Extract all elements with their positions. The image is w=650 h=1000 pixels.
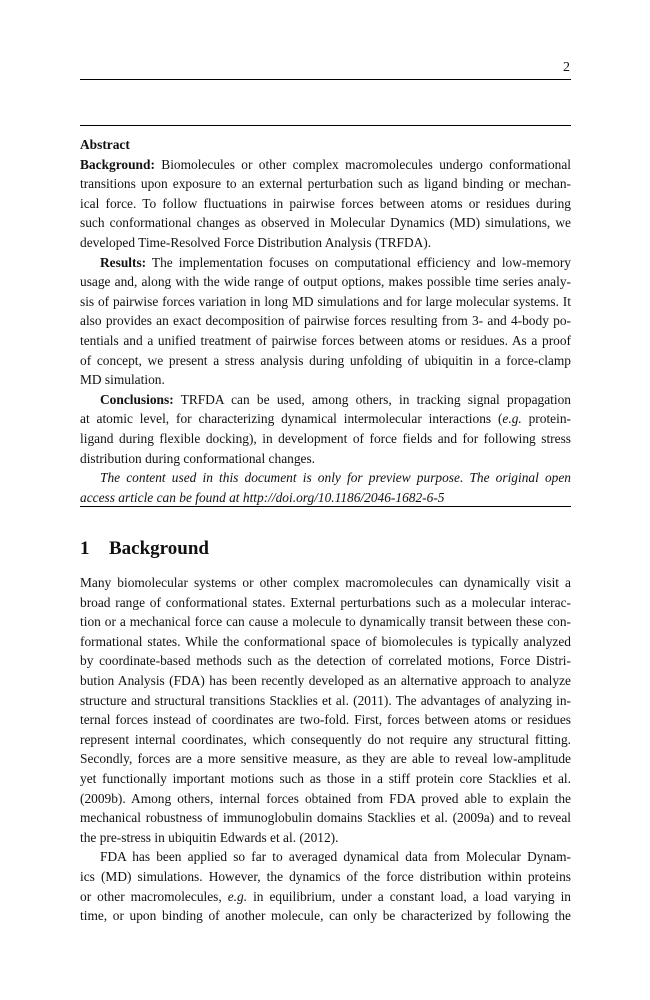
- abstract-background-line: transitions upon exposure to an external perturbation such as ligand binding or mechan-: [80, 176, 571, 192]
- paragraph-line: ics (MD) simulations. However, the dynamics of the force distribution within proteins: [80, 868, 571, 884]
- paragraph-line: by coordinate-based methods such as the detection of correlated motions, Force Distri-: [80, 653, 571, 669]
- abstract-background-line: developed Time-Resolved Force Distribution Analysis (TRFDA).: [80, 234, 432, 250]
- paragraph-line: the pre-stress in ubiquitin Edwards et al. (2012).: [80, 829, 339, 845]
- abstract-background-line: such conformational changes as observed in Molecular Dynamics (MD) simulations, we: [80, 215, 571, 231]
- abstract-bottom-rule: [80, 506, 571, 507]
- paragraph-line: ternal forces instead of coordinates are two-fold. First, forces between atoms or residues: [80, 712, 571, 728]
- abstract-background-line: ical force. To follow fluctuations in pairwise forces between atoms or residues during: [80, 195, 571, 211]
- abstract-results-line: of concept, we present a stress analysis during unfolding of ubiquitin in a force-clamp: [80, 352, 571, 368]
- paragraph-line: mechanical robustness of immunoglobulin domains Stacklies et al. (2009a) and to reveal: [80, 810, 571, 826]
- paragraph-line: formational states. While the conformational space of biomolecules is typically analyzed: [80, 633, 571, 649]
- abstract-conclusions-line: Conclusions: TRFDA can be used, among others, in tracking signal propagation: [100, 391, 571, 407]
- paragraph-line: Many biomolecular systems or other complex macromolecules can dynamically visit a: [80, 575, 571, 590]
- paragraph-line: FDA has been applied so far to averaged dynamical data from Molecular Dynam-: [100, 849, 571, 865]
- abstract-results-line: MD simulation.: [80, 372, 165, 388]
- abstract-results-line: also provides an exact decomposition of pairwise forces resulting from 3- and 4-body po-: [80, 313, 571, 329]
- abstract-results-line: tentials and a unified treatment of pairwise forces between atoms or residues. As a proof: [80, 332, 571, 348]
- abstract-top-rule: [80, 125, 571, 126]
- abstract-conclusions-line: distribution during conformational changes.: [80, 450, 316, 466]
- header-rule: [80, 79, 571, 80]
- page-number: 2: [563, 60, 570, 75]
- paragraph-line: broad range of conformational states. External perturbations such as a molecular interac-: [80, 594, 571, 610]
- section-body: [80, 573, 571, 926]
- paragraph-line: time, or upon binding of another molecule, can only be characterized by following the: [80, 908, 571, 924]
- background-label: Background:: [80, 156, 155, 172]
- paragraph-line: or other macromolecules, e.g. in equilibrium, under a constant load, a load varying in: [80, 888, 571, 904]
- paragraph-line: yet functionally important motions such as those in a stiff protein core Stacklies et al.: [80, 770, 571, 786]
- abstract-conclusions-line: at atomic level, for characterizing dynamical intermolecular interactions (e.g. protein-: [80, 411, 571, 427]
- paragraph-line: bution Analysis (FDA) has been recently developed as an alternative approach to analyze: [80, 672, 571, 688]
- abstract-conclusions-line: ligand during flexible docking), in development of force fields and for following stress: [80, 430, 571, 446]
- paragraph-line: tion or a mechanical force can cause a molecule to dynamically transit between these con-: [80, 614, 571, 630]
- paragraph-line: structure and structural transitions Stacklies et al. (2011). The advantages of analyzing in-: [80, 692, 571, 708]
- abstract-background-line: Background: Biomolecules or other complex macromolecules undergo conformational: [80, 156, 571, 172]
- abstract: [80, 135, 571, 507]
- abstract-title: Abstract: [80, 137, 130, 152]
- abstract-results-line: Results: The implementation focuses on computational efficiency and low-memory: [100, 254, 571, 270]
- section-title: Background: [109, 538, 209, 559]
- preview-notice-line: The content used in this document is only for preview purpose. The original open: [100, 470, 571, 486]
- section-number: 1: [80, 538, 90, 559]
- abstract-results-line: usage and, along with the wide range of output options, makes possible time series analy-: [80, 274, 571, 290]
- abstract-results-line: sis of pairwise forces variation in long MD simulations and for large molecular systems. It: [80, 293, 571, 309]
- paragraph-line: Secondly, forces are a more sensitive measure, as they are able to reveal low-amplitude: [80, 751, 571, 767]
- conclusions-label: Conclusions:: [100, 391, 174, 407]
- preview-notice-line: access article can be found at http://doi.org/10.1186/2046-1682-6-5: [80, 489, 445, 505]
- results-label: Results:: [100, 254, 147, 270]
- section-heading: [80, 537, 209, 561]
- paragraph-line: (2009b). Among others, internal forces obtained from FDA proved able to explain the: [80, 790, 571, 806]
- paragraph-line: represent internal coordinates, which consequently do not require any structural fitting.: [80, 731, 571, 747]
